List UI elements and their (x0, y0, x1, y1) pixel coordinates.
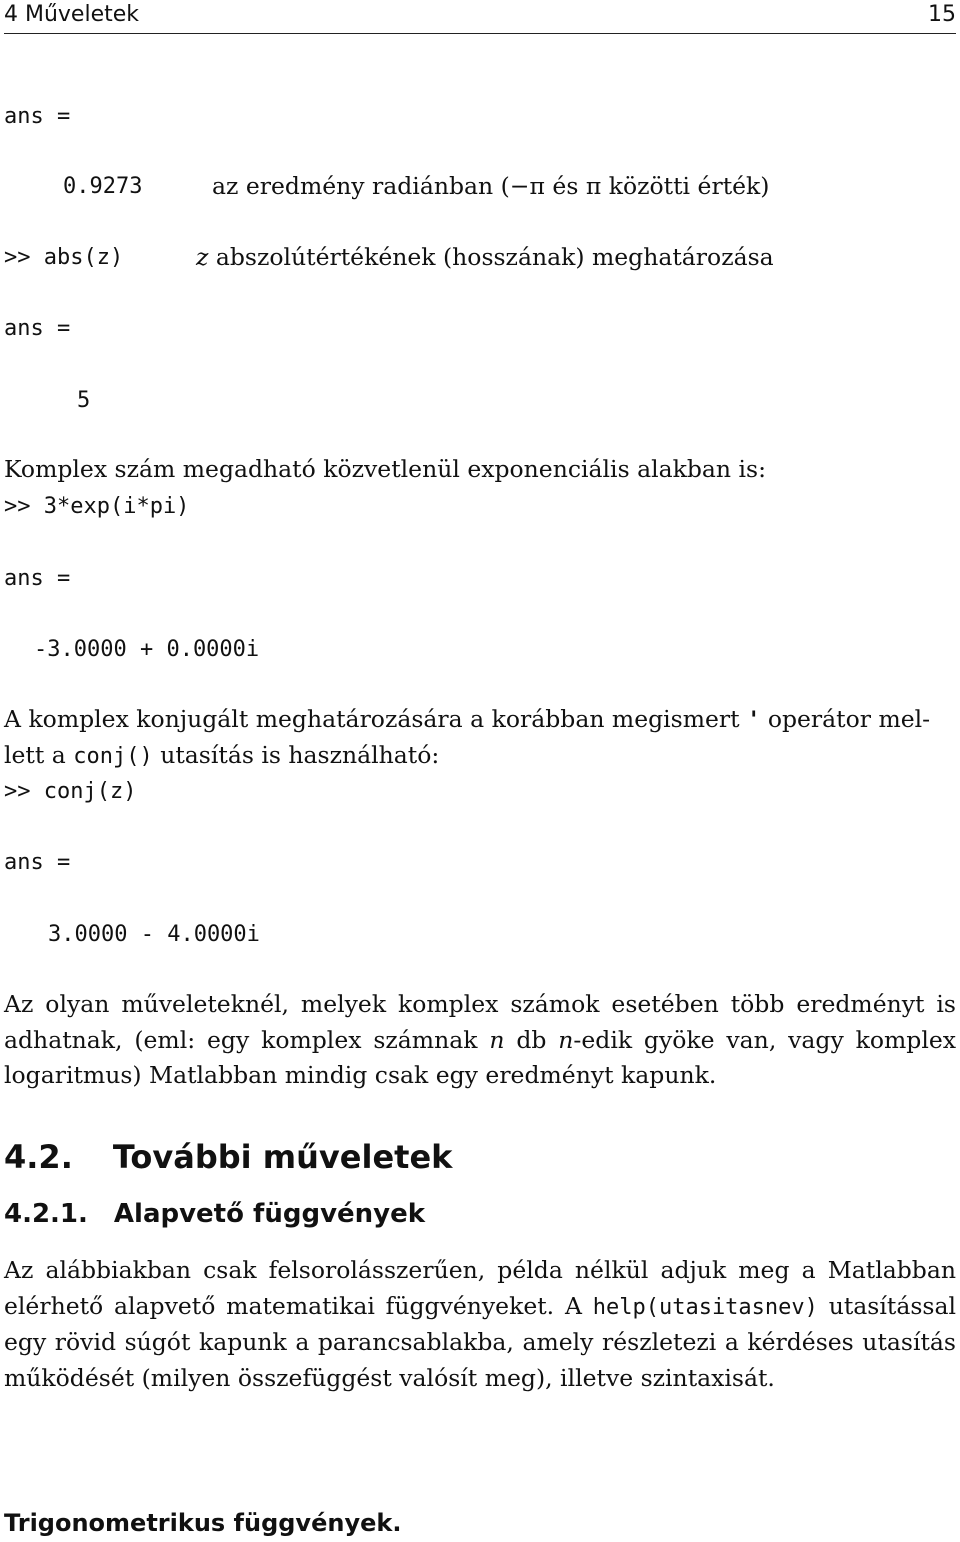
ans-label-1: ans = (4, 104, 71, 129)
command-exp: >> 3*exp(i*pi) (4, 494, 190, 519)
code-help: help(utasitasnev) (592, 1294, 818, 1320)
ans-value-4: 3.0000 - 4.0000i (48, 922, 260, 947)
conj-text-part: lett a (4, 741, 74, 769)
conj-text-line1 (4, 705, 930, 733)
para-text: utasítással egy rövid súgót kapunk a parancsablakba, amely részletezi a kérdéses utasítás működését (milyen összefüggést valósít meg), illetve szintaxisát. (4, 1291, 956, 1392)
ans-value-2: 5 (77, 388, 91, 413)
intro-exponential: Komplex szám megadható közvetlenül exponenciális alakban is: (4, 455, 767, 483)
command-conj: >> conj(z) (4, 779, 137, 804)
section-title: További műveletek (112, 1138, 453, 1176)
paragraph-basic-functions (4, 1253, 956, 1396)
comment-radian: az eredmény radiánban (−π és π közötti érték) (212, 172, 770, 200)
para-text: db (504, 1025, 559, 1054)
para-text: Az alábbiakban csak felsorolásszerűen, példa nélkül adjuk meg a Matlabban elérhető alapvető matematikai függvényeket. A (4, 1256, 956, 1320)
running-header-chapter: 4 Műveletek (4, 2, 140, 27)
comment-abs-text: abszolútértékének (hosszának) meghatározása (208, 243, 774, 271)
subsection-heading (4, 1199, 425, 1229)
subsection-number: 4.2.1. (4, 1199, 88, 1229)
paragraph-heading-trig: Trigonometrikus függvények. (4, 1509, 402, 1537)
conj-text-line2 (4, 741, 439, 769)
page-number: 15 (928, 2, 956, 27)
var-n: n (558, 1025, 574, 1054)
header-rule (4, 33, 956, 34)
ans-value-1: 0.9273 (63, 174, 143, 199)
para-text: -edik gyöke van, vagy komplex logaritmus) Matlabban mindig csak egy eredményt kapunk. (4, 1025, 957, 1089)
para-text: Az olyan műveleteknél, melyek komplex számok esetében több eredményt is adhatnak, (eml: egy komplex számnak (4, 990, 956, 1054)
paragraph-multivalued (4, 987, 956, 1094)
section-number: 4.2. (4, 1138, 73, 1176)
var-n: n (489, 1025, 505, 1054)
conj-text-part: utasítás is használható: (152, 741, 440, 769)
comment-abs (196, 243, 774, 271)
conj-text-part: A komplex konjugált meghatározására a korábban megismert (4, 705, 748, 733)
ans-label-3: ans = (4, 566, 71, 591)
ans-value-3: -3.0000 + 0.0000i (34, 637, 260, 662)
quote-operator: ' (747, 708, 761, 733)
ans-label-2: ans = (4, 316, 71, 341)
section-heading (4, 1138, 452, 1176)
conj-text-part: operátor mel- (760, 705, 931, 733)
subsection-title: Alapvető függvények (113, 1199, 426, 1229)
command-abs: >> abs(z) (4, 245, 124, 270)
ans-label-4: ans = (4, 850, 71, 875)
var-z: z (196, 243, 209, 271)
code-conj: conj() (73, 744, 153, 769)
